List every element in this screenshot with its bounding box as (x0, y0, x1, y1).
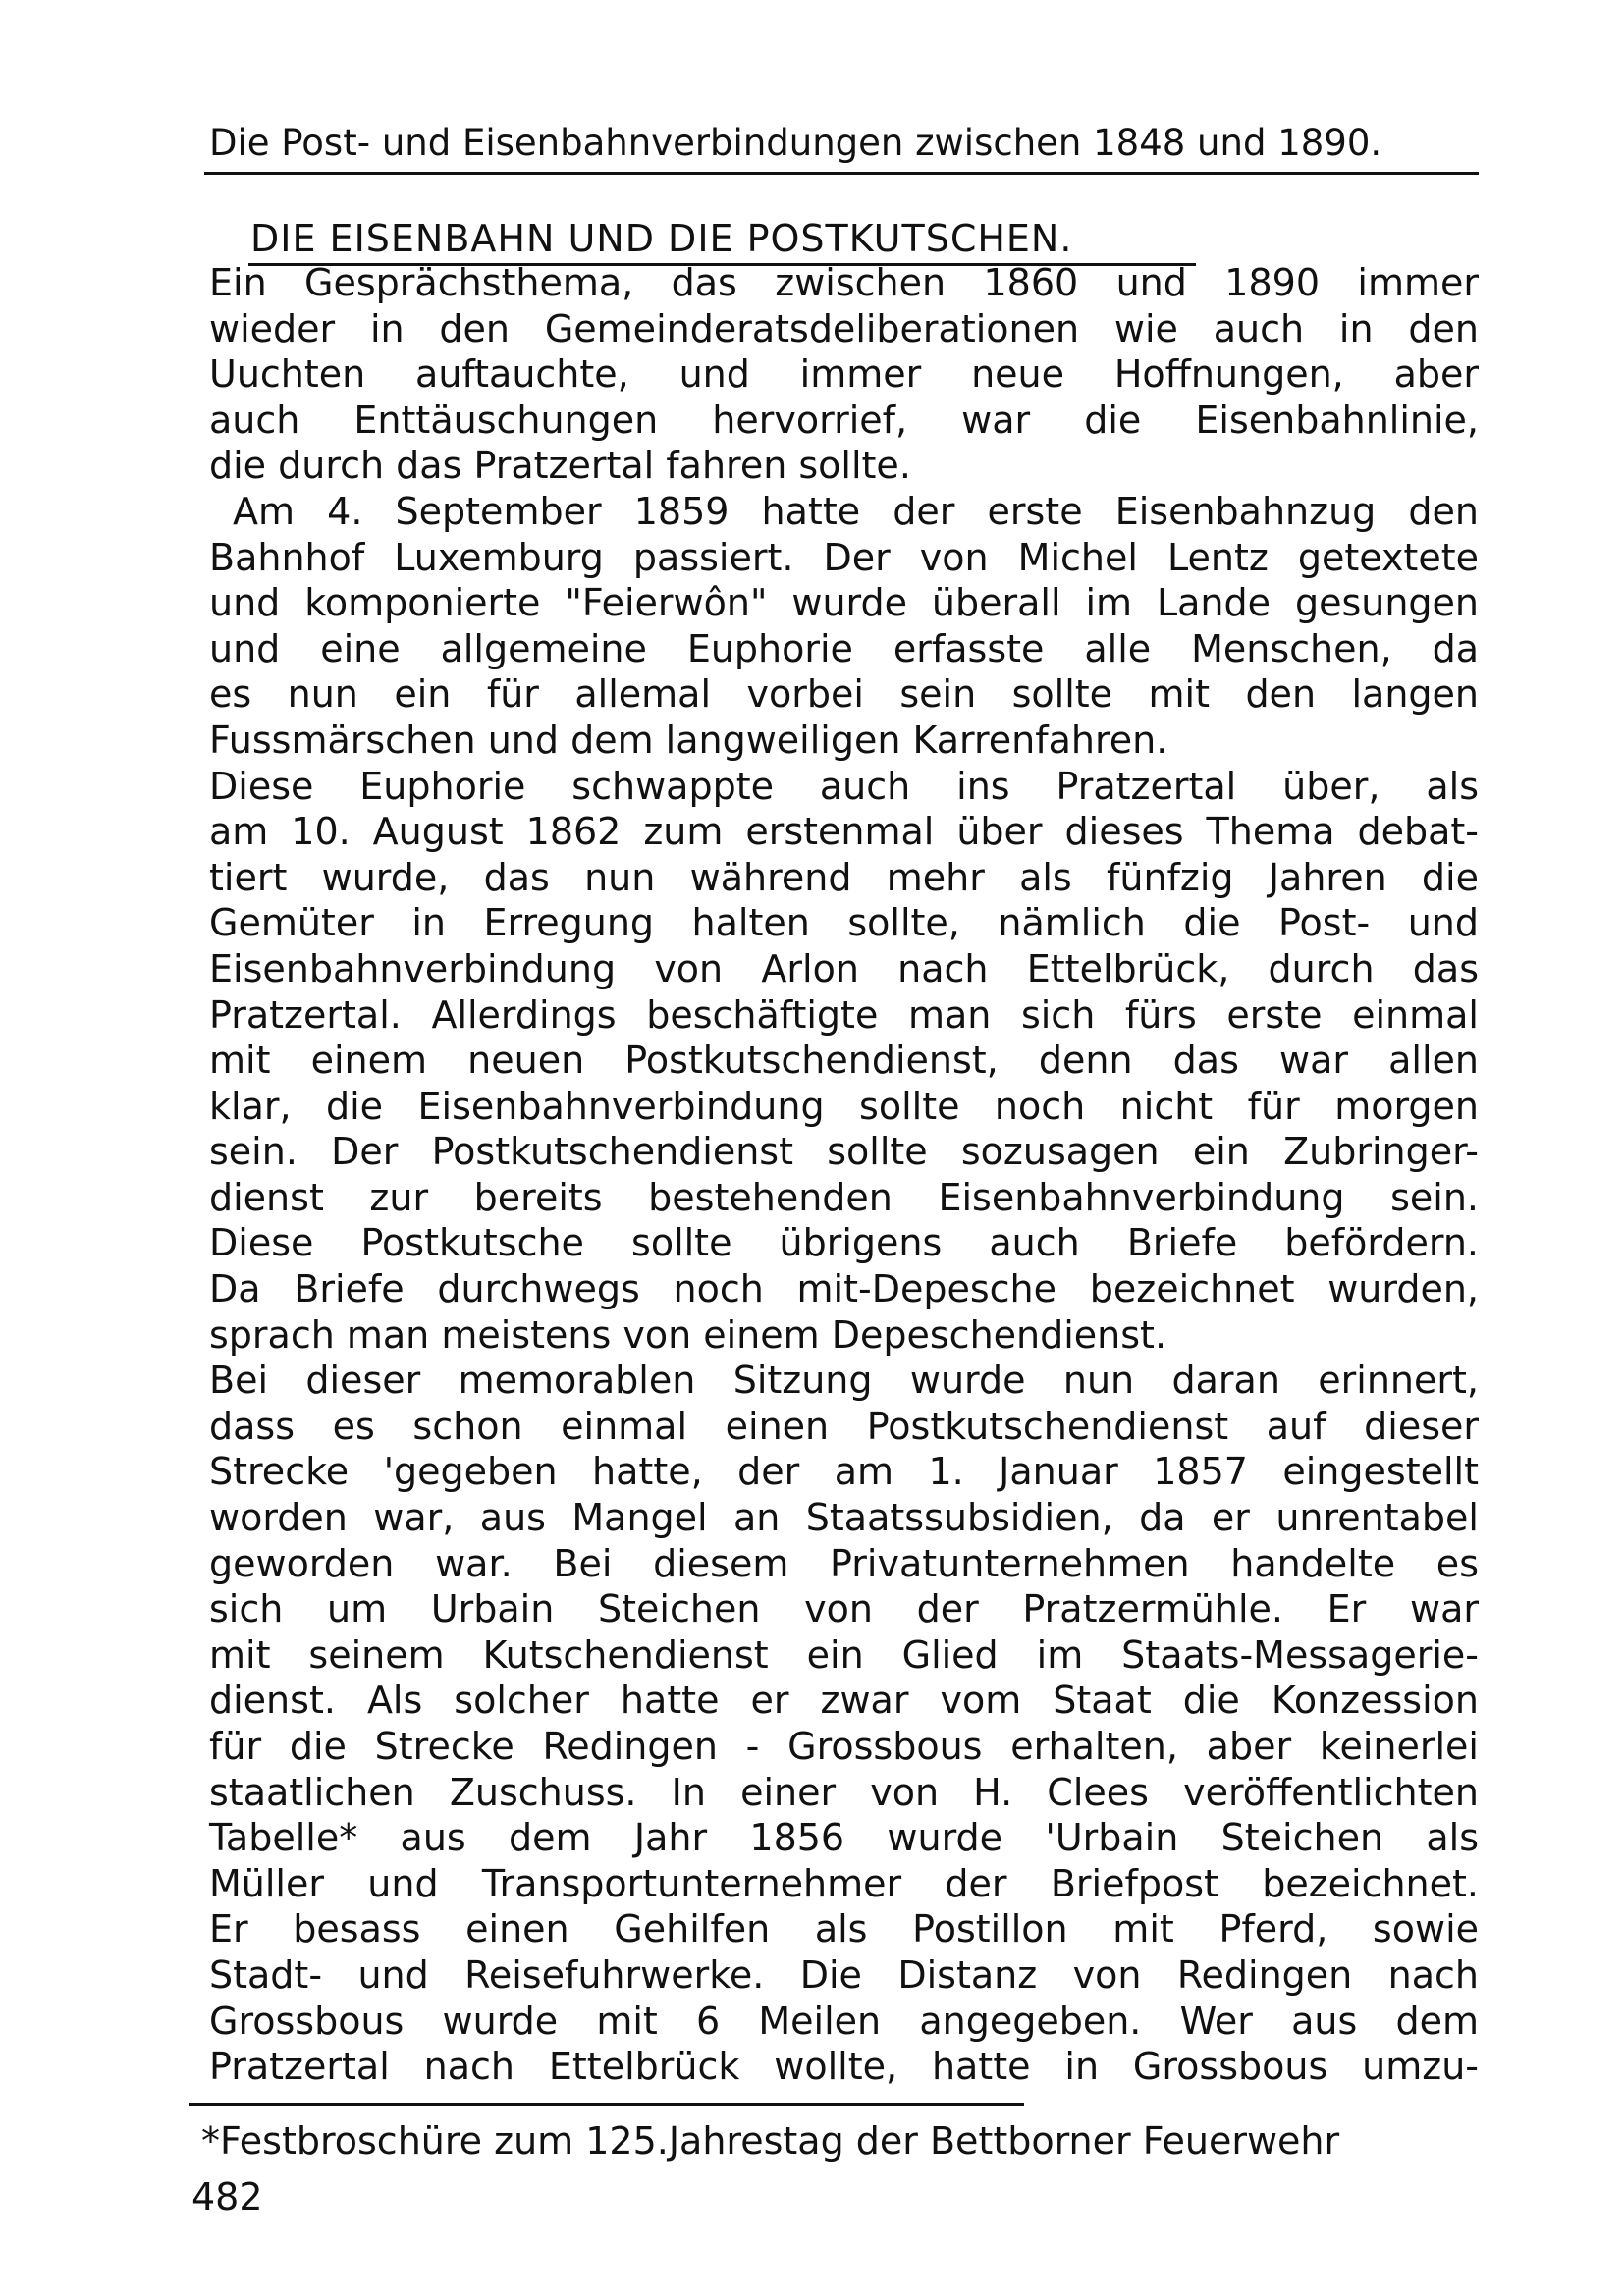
text-line: dienst. Als solcher hatte er zwar vom Staat die Konzession (209, 1679, 1479, 1723)
text-line: Am 4. September 1859 hatte der erste Eisenbahnzug den (233, 489, 1479, 533)
text-line: Strecke 'gegeben hatte, der am 1. Januar 1857 eingestellt (209, 1450, 1479, 1494)
text-line: mit einem neuen Postkutschendienst, denn das war allen (209, 1039, 1479, 1083)
body-text (209, 260, 1479, 2090)
text-line: und eine allgemeine Euphorie erfasste alle Menschen, da (209, 626, 1479, 670)
text-line: Pratzertal nach Ettelbrück wollte, hatte in Grossbous umzu- (209, 2045, 1479, 2089)
section-title: DIE EISENBAHN UND DIE POSTKUTSCHEN. (250, 217, 1073, 260)
text-line: und komponierte "Feierwôn" wurde überall im Lande gesungen (209, 581, 1479, 625)
text-line: Stadt- und Reisefuhrwerke. Die Distanz von Redingen nach (209, 1952, 1479, 1997)
text-line: Da Briefe durchwegs noch mit-Depesche bezeichnet wurden, (209, 1267, 1479, 1311)
text-line: Bahnhof Luxemburg passiert. Der von Michel Lentz getextete (209, 535, 1479, 579)
text-line: Eisenbahnverbindung von Arlon nach Ettelbrück, durch das (209, 946, 1479, 990)
text-line: Grossbous wurde mit 6 Meilen angegeben. Wer aus dem (209, 1999, 1479, 2043)
text-line: Diese Euphorie schwappte auch ins Pratzertal über, als (209, 764, 1479, 808)
text-line: Diese Postkutsche sollte übrigens auch Briefe befördern. (209, 1221, 1479, 1265)
text-line: klar, die Eisenbahnverbindung sollte noch nicht für morgen (209, 1084, 1479, 1128)
footnote-separator (189, 2103, 1024, 2106)
text-line: Müller und Transportunternehmer der Briefpost bezeichnet. (209, 1861, 1479, 1905)
page-number: 482 (191, 2175, 263, 2218)
footnote: *Festbroschüre zum 125.Jahrestag der Bettborner Feuerwehr (201, 2119, 1340, 2163)
text-line: Tabelle* aus dem Jahr 1856 wurde 'Urbain Steichen als (209, 1816, 1479, 1860)
text-line: worden war, aus Mangel an Staatssubsidien, da er unrentabel (209, 1496, 1479, 1540)
text-line: dass es schon einmal einen Postkutschendienst auf dieser (209, 1404, 1479, 1448)
text-line: Er besass einen Gehilfen als Postillon mit Pferd, sowie (209, 1907, 1479, 1951)
text-line: dienst zur bereits bestehenden Eisenbahnverbindung sein. (209, 1175, 1479, 1219)
text-line: für die Strecke Redingen - Grossbous erhalten, aber keinerlei (209, 1725, 1479, 1768)
text-line: sprach man meistens von einem Depeschendienst. (209, 1312, 1167, 1357)
text-line: staatlichen Zuschuss. In einer von H. Clees veröffentlichten (209, 1770, 1479, 1814)
running-header: Die Post- und Eisenbahnverbindungen zwischen 1848 und 1890. (209, 122, 1382, 164)
text-line: die durch das Pratzertal fahren sollte. (209, 444, 911, 488)
text-line: sich um Urbain Steichen von der Pratzermühle. Er war (209, 1587, 1479, 1631)
text-line: mit seinem Kutschendienst ein Glied im Staats-Messagerie- (209, 1632, 1479, 1677)
text-line: tiert wurde, das nun während mehr als fünfzig Jahren die (209, 855, 1479, 899)
text-line: sein. Der Postkutschendienst sollte sozusagen ein Zubringer- (209, 1130, 1479, 1174)
text-line: geworden war. Bei diesem Privatunternehmen handelte es (209, 1541, 1479, 1585)
text-line: Fussmärschen und dem langweiligen Karrenfahren. (209, 718, 1168, 762)
text-line: Pratzertal. Allerdings beschäftigte man sich fürs erste einmal (209, 992, 1479, 1037)
header-underline (204, 172, 1479, 175)
text-line: wieder in den Gemeinderatsdeliberationen wie auch in den (209, 306, 1479, 350)
text-line: auch Enttäuschungen hervorrief, war die Eisenbahnlinie, (209, 398, 1479, 442)
text-line: es nun ein für allemal vorbei sein sollte mit den langen (209, 672, 1479, 717)
text-line: Bei dieser memorablen Sitzung wurde nun daran erinnert, (209, 1359, 1479, 1403)
text-line: Ein Gesprächsthema, das zwischen 1860 und 1890 immer (209, 261, 1479, 304)
text-line: Uuchten auftauchte, und immer neue Hoffnungen, aber (209, 352, 1479, 397)
text-line: Gemüter in Erregung halten sollte, nämlich die Post- und (209, 901, 1479, 945)
text-line: am 10. August 1862 zum erstenmal über dieses Thema debat- (209, 810, 1479, 854)
